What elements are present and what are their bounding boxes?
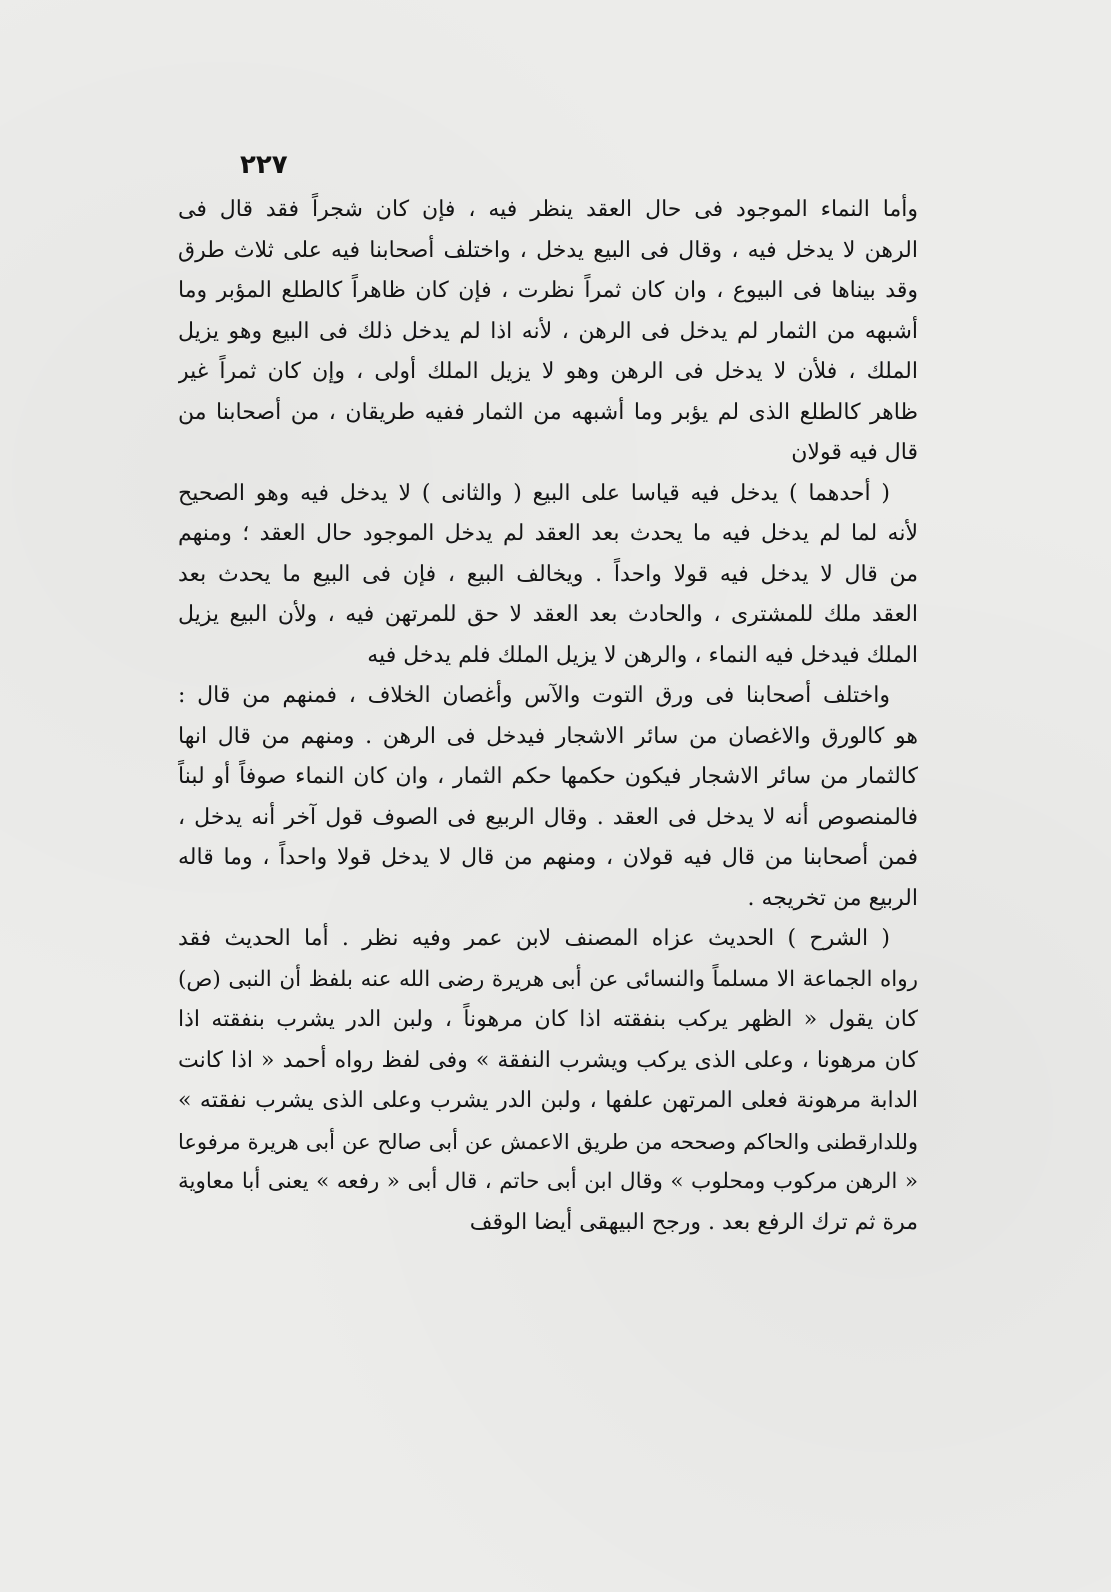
text-line: مرة ثم ترك الرفع بعد . ورجح البيهقى أيضا الوقف	[469, 1209, 918, 1235]
text-line: كان مرهونا ، وعلى الذى يركب ويشرب النفقة » وفى لفظ رواه أحمد « اذا كانت	[178, 1047, 918, 1073]
text-line: « الرهن مركوب ومحلوب » وقال ابن أبى حاتم ، قال أبى « رفعه » يعنى أبا معاوية	[178, 1169, 918, 1194]
paragraph	[178, 919, 918, 1243]
text-line: وقد بيناها فى البيوع ، وان كان ثمراً نظرت ، فإن كان ظاهراً كالطلع المؤبر وما	[178, 278, 918, 303]
text-line: الربيع من تخريجه .	[747, 885, 918, 911]
body-text	[178, 190, 918, 1243]
text-line: لأنه لما لم يدخل فيه ما يحدث بعد العقد لم يدخل الموجود حال العقد ؛ ومنهم	[178, 521, 918, 546]
text-line: كان يقول « الظهر يركب بنفقته اذا كان مرهوناً ، ولبن الدر يشرب بنفقته اذا	[178, 1007, 918, 1032]
paragraph	[178, 190, 918, 474]
text-line: فالمنصوص أنه لا يدخل فى العقد . وقال الربيع فى الصوف قول آخر أنه يدخل ،	[178, 804, 918, 830]
paragraph	[178, 676, 918, 919]
text-line: الملك ، فلأن لا يدخل فى الرهن وهو لا يزيل الملك أولى ، وإن كان ثمراً غير	[178, 359, 918, 384]
text-line: وللدارقطنى والحاكم وصححه من طريق الاعمش عن أبى صالح عن أبى هريرة مرفوعا	[178, 1129, 918, 1154]
text-line: رواه الجماعة الا مسلماً والنسائى عن أبى هريرة رضى الله عنه بلفظ أن النبى (ص)	[178, 966, 918, 992]
text-line: فمن أصحابنا من قال فيه قولان ، ومنهم من قال لا يدخل قولا واحداً ، وما قاله	[178, 845, 918, 870]
text-line: واختلف أصحابنا فى ورق التوت والآس وأغصان الخلاف ، فمنهم من قال :	[178, 683, 890, 708]
text-line: العقد ملك للمشترى ، والحادث بعد العقد لا حق للمرتهن فيه ، ولأن البيع يزيل	[178, 602, 918, 627]
text-line: وأما النماء الموجود فى حال العقد ينظر فيه ، فإن كان شجراً فقد قال فى	[178, 197, 918, 222]
text-line: الدابة مرهونة فعلى المرتهن علفها ، ولبن الدر يشرب وعلى الذى يشرب نفقته »	[178, 1088, 918, 1113]
text-line: ( الشرح ) الحديث عزاه المصنف لابن عمر وفيه نظر . أما الحديث فقد	[178, 926, 891, 951]
page-number: ٢٢٧	[240, 150, 288, 180]
text-line: من قال لا يدخل فيه قولا واحداً . ويخالف البيع ، فإن فى البيع ما يحدث بعد	[178, 561, 918, 587]
text-line: قال فيه قولان	[791, 440, 918, 465]
text-line: ظاهر كالطلع الذى لم يؤبر وما أشبهه من الثمار ففيه طريقان ، من أصحابنا من	[178, 399, 918, 425]
text-line: الرهن لا يدخل فيه ، وقال فى البيع يدخل ، واختلف أصحابنا فيه على ثلاث طرق	[178, 237, 918, 263]
text-line: ( أحدهما ) يدخل فيه قياسا على البيع ( والثانى ) لا يدخل فيه وهو الصحيح	[178, 480, 890, 506]
text-line: كالثمار من سائر الاشجار فيكون حكمها حكم الثمار ، وان كان النماء صوفاً أو لبناً	[178, 764, 918, 789]
paragraph	[178, 474, 918, 677]
text-line: الملك فيدخل فيه النماء ، والرهن لا يزيل الملك فلم يدخل فيه	[367, 642, 918, 668]
text-line: أشبهه من الثمار لم يدخل فى الرهن ، لأنه اذا لم يدخل ذلك فى البيع وهو يزيل	[178, 318, 918, 344]
text-line: هو كالورق والاغصان من سائر الاشجار فيدخل فى الرهن . ومنهم من قال انها	[178, 723, 918, 749]
